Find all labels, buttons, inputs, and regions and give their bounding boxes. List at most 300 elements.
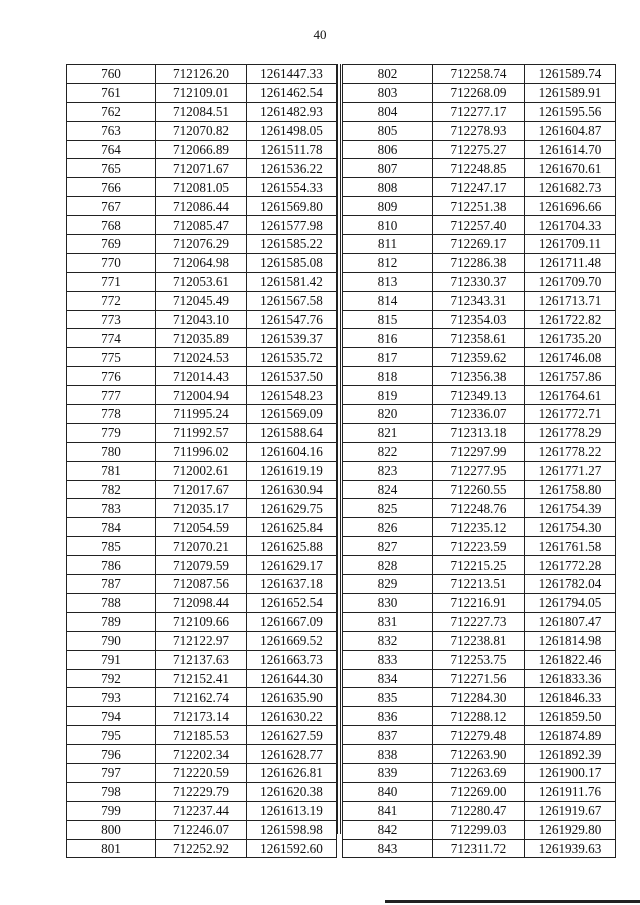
point-number: 774 (67, 329, 156, 348)
point-number: 841 (343, 801, 433, 820)
x-coordinate: 712215.25 (433, 556, 525, 575)
x-coordinate: 712109.01 (156, 83, 247, 102)
y-coordinate: 1261613.19 (247, 801, 337, 820)
point-number: 789 (67, 612, 156, 631)
x-coordinate: 712248.85 (433, 159, 525, 178)
point-number: 777 (67, 386, 156, 405)
y-coordinate: 1261592.60 (247, 839, 337, 858)
table-row (67, 707, 337, 726)
point-number: 787 (67, 575, 156, 594)
point-number: 783 (67, 499, 156, 518)
x-coordinate: 712235.12 (433, 518, 525, 537)
point-number: 825 (343, 499, 433, 518)
table-row (67, 461, 337, 480)
y-coordinate: 1261807.47 (525, 612, 616, 631)
table-row (67, 310, 337, 329)
point-number: 804 (343, 102, 433, 121)
y-coordinate: 1261547.76 (247, 310, 337, 329)
y-coordinate: 1261577.98 (247, 216, 337, 235)
x-coordinate: 712356.38 (433, 367, 525, 386)
point-number: 776 (67, 367, 156, 386)
point-number: 817 (343, 348, 433, 367)
x-coordinate: 712035.89 (156, 329, 247, 348)
point-number: 810 (343, 216, 433, 235)
y-coordinate: 1261663.73 (247, 650, 337, 669)
table-row (67, 367, 337, 386)
x-coordinate: 712277.17 (433, 102, 525, 121)
y-coordinate: 1261627.59 (247, 726, 337, 745)
y-coordinate: 1261569.09 (247, 405, 337, 424)
y-coordinate: 1261939.63 (525, 839, 616, 858)
x-coordinate: 712263.90 (433, 745, 525, 764)
table-row (343, 631, 616, 650)
y-coordinate: 1261629.17 (247, 556, 337, 575)
y-coordinate: 1261846.33 (525, 688, 616, 707)
point-number: 840 (343, 782, 433, 801)
point-number: 794 (67, 707, 156, 726)
table-row (67, 442, 337, 461)
point-number: 835 (343, 688, 433, 707)
x-coordinate: 712220.59 (156, 763, 247, 782)
x-coordinate: 712202.34 (156, 745, 247, 764)
y-coordinate: 1261625.88 (247, 537, 337, 556)
x-coordinate: 712238.81 (433, 631, 525, 650)
point-number: 829 (343, 575, 433, 594)
table-row (343, 348, 616, 367)
y-coordinate: 1261537.50 (247, 367, 337, 386)
y-coordinate: 1261626.81 (247, 763, 337, 782)
x-coordinate: 711992.57 (156, 423, 247, 442)
point-number: 792 (67, 669, 156, 688)
y-coordinate: 1261667.09 (247, 612, 337, 631)
table-row (343, 216, 616, 235)
table-row (343, 253, 616, 272)
point-number: 805 (343, 121, 433, 140)
point-number: 786 (67, 556, 156, 575)
point-number: 795 (67, 726, 156, 745)
x-coordinate: 712286.38 (433, 253, 525, 272)
x-coordinate: 712024.53 (156, 348, 247, 367)
table-row (343, 102, 616, 121)
point-number: 764 (67, 140, 156, 159)
table-row (67, 102, 337, 121)
y-coordinate: 1261833.36 (525, 669, 616, 688)
x-coordinate: 712076.29 (156, 235, 247, 254)
x-coordinate: 712122.97 (156, 631, 247, 650)
point-number: 808 (343, 178, 433, 197)
x-coordinate: 712297.99 (433, 442, 525, 461)
point-number: 812 (343, 253, 433, 272)
table-row (67, 820, 337, 839)
y-coordinate: 1261778.29 (525, 423, 616, 442)
x-coordinate: 712336.07 (433, 405, 525, 424)
point-number: 782 (67, 480, 156, 499)
point-number: 798 (67, 782, 156, 801)
y-coordinate: 1261598.98 (247, 820, 337, 839)
table-row (343, 839, 616, 858)
table-row (67, 612, 337, 631)
y-coordinate: 1261447.33 (247, 65, 337, 84)
y-coordinate: 1261709.11 (525, 235, 616, 254)
x-coordinate: 712185.53 (156, 726, 247, 745)
x-coordinate: 712162.74 (156, 688, 247, 707)
point-number: 831 (343, 612, 433, 631)
point-number: 816 (343, 329, 433, 348)
table-row (67, 348, 337, 367)
y-coordinate: 1261548.23 (247, 386, 337, 405)
y-coordinate: 1261614.70 (525, 140, 616, 159)
table-row (343, 197, 616, 216)
y-coordinate: 1261669.52 (247, 631, 337, 650)
table-row (67, 235, 337, 254)
point-number: 765 (67, 159, 156, 178)
y-coordinate: 1261567.58 (247, 291, 337, 310)
y-coordinate: 1261482.93 (247, 102, 337, 121)
x-coordinate: 712258.74 (433, 65, 525, 84)
x-coordinate: 712085.47 (156, 216, 247, 235)
table-row (67, 556, 337, 575)
x-coordinate: 712253.75 (433, 650, 525, 669)
table-row (343, 461, 616, 480)
table-row (67, 272, 337, 291)
x-coordinate: 712260.55 (433, 480, 525, 499)
y-coordinate: 1261722.82 (525, 310, 616, 329)
x-coordinate: 712343.31 (433, 291, 525, 310)
point-number: 799 (67, 801, 156, 820)
point-number: 796 (67, 745, 156, 764)
point-number: 760 (67, 65, 156, 84)
point-number: 793 (67, 688, 156, 707)
point-number: 781 (67, 461, 156, 480)
y-coordinate: 1261585.22 (247, 235, 337, 254)
point-number: 819 (343, 386, 433, 405)
table-row (67, 65, 337, 84)
table-row (343, 556, 616, 575)
point-number: 773 (67, 310, 156, 329)
table-row (343, 480, 616, 499)
y-coordinate: 1261462.54 (247, 83, 337, 102)
table-row (67, 140, 337, 159)
x-coordinate: 712070.82 (156, 121, 247, 140)
table-row (343, 140, 616, 159)
point-number: 843 (343, 839, 433, 858)
y-coordinate: 1261498.05 (247, 121, 337, 140)
table-row (67, 499, 337, 518)
table-row (343, 575, 616, 594)
point-number: 833 (343, 650, 433, 669)
y-coordinate: 1261911.76 (525, 782, 616, 801)
x-coordinate: 712152.41 (156, 669, 247, 688)
table-row (343, 763, 616, 782)
y-coordinate: 1261859.50 (525, 707, 616, 726)
point-number: 811 (343, 235, 433, 254)
point-number: 780 (67, 442, 156, 461)
table-row (67, 121, 337, 140)
point-number: 767 (67, 197, 156, 216)
table-row (67, 480, 337, 499)
y-coordinate: 1261761.58 (525, 537, 616, 556)
point-number: 785 (67, 537, 156, 556)
x-coordinate: 712275.27 (433, 140, 525, 159)
y-coordinate: 1261919.67 (525, 801, 616, 820)
x-coordinate: 712064.98 (156, 253, 247, 272)
y-coordinate: 1261539.37 (247, 329, 337, 348)
y-coordinate: 1261511.78 (247, 140, 337, 159)
y-coordinate: 1261711.48 (525, 253, 616, 272)
y-coordinate: 1261628.77 (247, 745, 337, 764)
point-number: 839 (343, 763, 433, 782)
table-row (67, 763, 337, 782)
y-coordinate: 1261758.80 (525, 480, 616, 499)
x-coordinate: 712229.79 (156, 782, 247, 801)
x-coordinate: 712268.09 (433, 83, 525, 102)
x-coordinate: 712098.44 (156, 593, 247, 612)
x-coordinate: 712354.03 (433, 310, 525, 329)
x-coordinate: 712043.10 (156, 310, 247, 329)
coordinates-table-right (342, 64, 616, 858)
y-coordinate: 1261696.66 (525, 197, 616, 216)
x-coordinate: 712359.62 (433, 348, 525, 367)
point-number: 830 (343, 593, 433, 612)
y-coordinate: 1261589.74 (525, 65, 616, 84)
x-coordinate: 712251.38 (433, 197, 525, 216)
x-coordinate: 712054.59 (156, 518, 247, 537)
y-coordinate: 1261794.05 (525, 593, 616, 612)
y-coordinate: 1261754.39 (525, 499, 616, 518)
y-coordinate: 1261535.72 (247, 348, 337, 367)
table-row (67, 575, 337, 594)
point-number: 772 (67, 291, 156, 310)
table-row (67, 650, 337, 669)
x-coordinate: 712071.67 (156, 159, 247, 178)
table-row (343, 688, 616, 707)
y-coordinate: 1261746.08 (525, 348, 616, 367)
table-row (67, 216, 337, 235)
y-coordinate: 1261757.86 (525, 367, 616, 386)
point-number: 801 (67, 839, 156, 858)
x-coordinate: 712277.95 (433, 461, 525, 480)
table-row (67, 801, 337, 820)
table-row (343, 707, 616, 726)
table-row (343, 386, 616, 405)
point-number: 797 (67, 763, 156, 782)
table-row (343, 159, 616, 178)
x-coordinate: 712284.30 (433, 688, 525, 707)
y-coordinate: 1261630.22 (247, 707, 337, 726)
y-coordinate: 1261619.19 (247, 461, 337, 480)
y-coordinate: 1261772.71 (525, 405, 616, 424)
point-number: 770 (67, 253, 156, 272)
y-coordinate: 1261635.90 (247, 688, 337, 707)
table-row (343, 405, 616, 424)
y-coordinate: 1261585.08 (247, 253, 337, 272)
x-coordinate: 712223.59 (433, 537, 525, 556)
point-number: 815 (343, 310, 433, 329)
table-row (343, 423, 616, 442)
y-coordinate: 1261900.17 (525, 763, 616, 782)
table-row (67, 83, 337, 102)
y-coordinate: 1261778.22 (525, 442, 616, 461)
table-row (67, 631, 337, 650)
y-coordinate: 1261569.80 (247, 197, 337, 216)
point-number: 768 (67, 216, 156, 235)
point-number: 827 (343, 537, 433, 556)
table-row (67, 291, 337, 310)
point-number: 762 (67, 102, 156, 121)
table-row (67, 518, 337, 537)
point-number: 828 (343, 556, 433, 575)
x-coordinate: 711996.02 (156, 442, 247, 461)
x-coordinate: 712084.51 (156, 102, 247, 121)
table-row (343, 235, 616, 254)
y-coordinate: 1261644.30 (247, 669, 337, 688)
point-number: 769 (67, 235, 156, 254)
x-coordinate: 712213.51 (433, 575, 525, 594)
table-row (343, 83, 616, 102)
y-coordinate: 1261892.39 (525, 745, 616, 764)
point-number: 837 (343, 726, 433, 745)
table-row (67, 405, 337, 424)
y-coordinate: 1261822.46 (525, 650, 616, 669)
y-coordinate: 1261581.42 (247, 272, 337, 291)
y-coordinate: 1261735.20 (525, 329, 616, 348)
y-coordinate: 1261682.73 (525, 178, 616, 197)
x-coordinate: 711995.24 (156, 405, 247, 424)
point-number: 824 (343, 480, 433, 499)
point-number: 832 (343, 631, 433, 650)
x-coordinate: 712137.63 (156, 650, 247, 669)
table-row (67, 197, 337, 216)
x-coordinate: 712109.66 (156, 612, 247, 631)
table-row (67, 593, 337, 612)
x-coordinate: 712045.49 (156, 291, 247, 310)
table-row (343, 518, 616, 537)
x-coordinate: 712246.07 (156, 820, 247, 839)
y-coordinate: 1261709.70 (525, 272, 616, 291)
point-number: 823 (343, 461, 433, 480)
point-number: 775 (67, 348, 156, 367)
table-row (67, 745, 337, 764)
table-row (343, 121, 616, 140)
table-row (67, 839, 337, 858)
table-row (343, 310, 616, 329)
point-number: 842 (343, 820, 433, 839)
x-coordinate: 712002.61 (156, 461, 247, 480)
x-coordinate: 712313.18 (433, 423, 525, 442)
point-number: 806 (343, 140, 433, 159)
y-coordinate: 1261764.61 (525, 386, 616, 405)
y-coordinate: 1261536.22 (247, 159, 337, 178)
point-number: 763 (67, 121, 156, 140)
point-number: 834 (343, 669, 433, 688)
page-number: 40 (313, 27, 327, 42)
x-coordinate: 712271.56 (433, 669, 525, 688)
table-row (343, 782, 616, 801)
x-coordinate: 712278.93 (433, 121, 525, 140)
x-coordinate: 712173.14 (156, 707, 247, 726)
table-row (343, 801, 616, 820)
y-coordinate: 1261704.33 (525, 216, 616, 235)
y-coordinate: 1261554.33 (247, 178, 337, 197)
table-row (343, 612, 616, 631)
footer-rule (385, 900, 640, 903)
table-row (67, 253, 337, 272)
point-number: 803 (343, 83, 433, 102)
table-row (67, 329, 337, 348)
table-row (343, 65, 616, 84)
y-coordinate: 1261652.54 (247, 593, 337, 612)
y-coordinate: 1261629.75 (247, 499, 337, 518)
x-coordinate: 712299.03 (433, 820, 525, 839)
table-row (343, 820, 616, 839)
x-coordinate: 712269.17 (433, 235, 525, 254)
point-number: 766 (67, 178, 156, 197)
x-coordinate: 712216.91 (433, 593, 525, 612)
y-coordinate: 1261772.28 (525, 556, 616, 575)
y-coordinate: 1261929.80 (525, 820, 616, 839)
x-coordinate: 712280.47 (433, 801, 525, 820)
x-coordinate: 712081.05 (156, 178, 247, 197)
point-number: 814 (343, 291, 433, 310)
table-row (343, 726, 616, 745)
table-row (67, 782, 337, 801)
table-row (67, 178, 337, 197)
table-row (343, 499, 616, 518)
table-row (343, 650, 616, 669)
x-coordinate: 712349.13 (433, 386, 525, 405)
point-number: 771 (67, 272, 156, 291)
table-row (67, 159, 337, 178)
table-row (343, 272, 616, 291)
table-row (343, 291, 616, 310)
y-coordinate: 1261874.89 (525, 726, 616, 745)
y-coordinate: 1261604.16 (247, 442, 337, 461)
x-coordinate: 712087.56 (156, 575, 247, 594)
table-row (343, 329, 616, 348)
point-number: 818 (343, 367, 433, 386)
table-row (67, 537, 337, 556)
x-coordinate: 712004.94 (156, 386, 247, 405)
x-coordinate: 712269.00 (433, 782, 525, 801)
point-number: 761 (67, 83, 156, 102)
x-coordinate: 712035.17 (156, 499, 247, 518)
point-number: 807 (343, 159, 433, 178)
table-row (343, 593, 616, 612)
x-coordinate: 712066.89 (156, 140, 247, 159)
x-coordinate: 712358.61 (433, 329, 525, 348)
point-number: 822 (343, 442, 433, 461)
point-number: 802 (343, 65, 433, 84)
y-coordinate: 1261620.38 (247, 782, 337, 801)
x-coordinate: 712014.43 (156, 367, 247, 386)
y-coordinate: 1261595.56 (525, 102, 616, 121)
coordinates-tables (66, 64, 615, 856)
table-row (343, 745, 616, 764)
x-coordinate: 712126.20 (156, 65, 247, 84)
table-row (343, 442, 616, 461)
table-row (343, 367, 616, 386)
point-number: 779 (67, 423, 156, 442)
table-row (67, 386, 337, 405)
x-coordinate: 712227.73 (433, 612, 525, 631)
point-number: 838 (343, 745, 433, 764)
table-row (67, 726, 337, 745)
x-coordinate: 712279.48 (433, 726, 525, 745)
point-number: 778 (67, 405, 156, 424)
table-row (343, 669, 616, 688)
point-number: 790 (67, 631, 156, 650)
x-coordinate: 712247.17 (433, 178, 525, 197)
